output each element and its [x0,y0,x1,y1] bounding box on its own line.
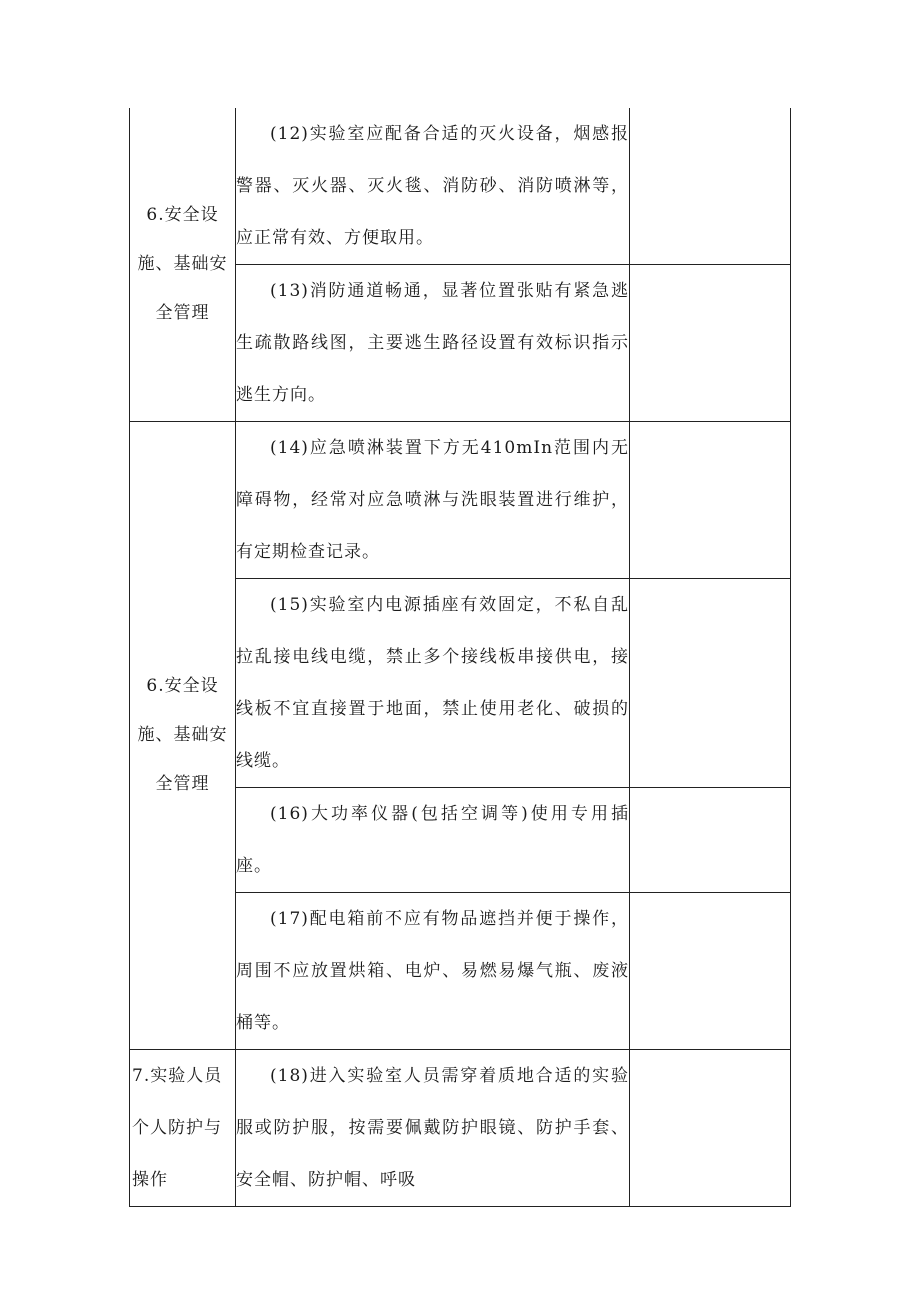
result-cell[interactable] [630,108,791,265]
checklist-item-17: (17)配电箱前不应有物品遮挡并便于操作，周围不应放置烘箱、电炉、易燃易爆气瓶、废液桶等。 [236,893,630,1050]
result-cell[interactable] [630,893,791,1050]
table-row [130,422,791,579]
category-label: 7.实验人员个人防护与操作 [132,1066,223,1190]
result-cell[interactable] [630,788,791,893]
category-cell [130,1050,236,1207]
category-label: 6.安全设施、基础安全管理 [137,676,228,794]
checklist-item-18: (18)进入实验室人员需穿着质地合适的实验服或防护服，按需要佩戴防护眼镜、防护手套、安全帽、防护帽、呼吸 [236,1050,630,1207]
table-row [130,1050,791,1207]
result-cell[interactable] [630,1050,791,1207]
table-row [130,108,791,265]
result-cell[interactable] [630,422,791,579]
category-label: 6.安全设施、基础安全管理 [137,205,228,323]
checklist-item-13: (13)消防通道畅通，显著位置张贴有紧急逃生疏散路线图，主要逃生路径设置有效标识指示逃生方向。 [236,265,630,422]
result-cell[interactable] [630,579,791,788]
category-cell [130,422,236,1050]
checklist-item-14: (14)应急喷淋装置下方无410mIn范围内无障碍物，经常对应急喷淋与洗眼装置进行维护，有定期检查记录。 [236,422,630,579]
checklist-item-12: (12)实验室应配备合适的灭火设备，烟感报警器、灭火器、灭火毯、消防砂、消防喷淋等，应正常有效、方便取用。 [236,108,630,265]
category-cell [130,108,236,422]
result-cell[interactable] [630,265,791,422]
safety-checklist-table [129,108,791,1207]
checklist-item-16: (16)大功率仪器(包括空调等)使用专用插座。 [236,788,630,893]
checklist-item-15: (15)实验室内电源插座有效固定，不私自乱拉乱接电线电缆，禁止多个接线板串接供电，接线板不宜直接置于地面，禁止使用老化、破损的线缆。 [236,579,630,788]
